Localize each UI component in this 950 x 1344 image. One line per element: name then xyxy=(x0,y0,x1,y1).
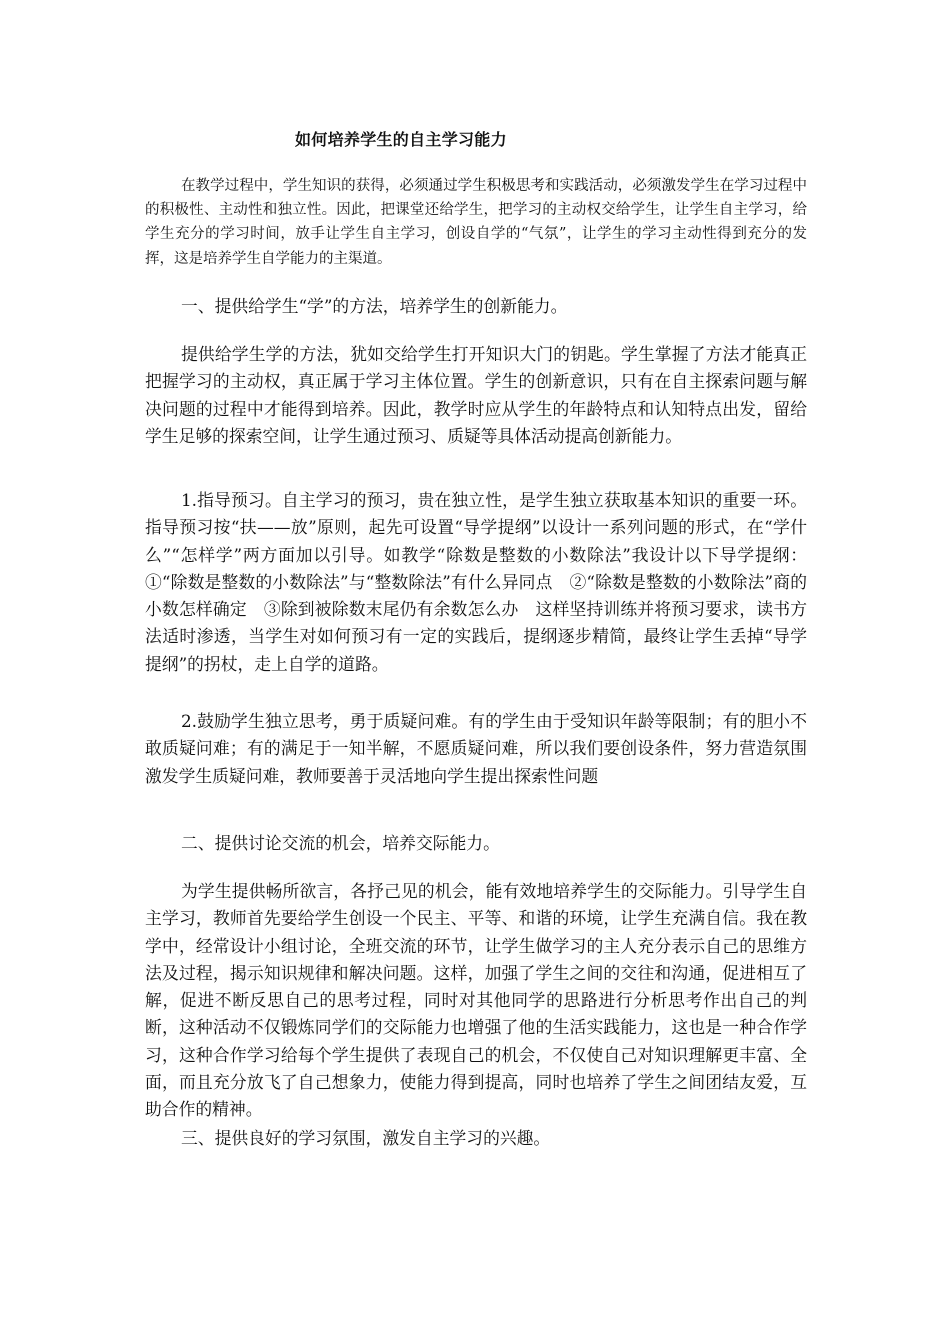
document-title: 如何培养学生的自主学习能力 xyxy=(295,130,507,149)
section-1-paragraph-1: 提供给学生学的方法，犹如交给学生打开知识大门的钥匙。学生掌握了方法才能真正把握学习的主动权，真正属于学习主体位置。学生的创新意识，只有在自主探索问题与解决问题的过程中才能得到培养。因此，教学时应从学生的年龄特点和认知特点出发，留给学生足够的探索空间，让学生通过预习、质疑等具体活动提高创新能力。 xyxy=(145,344,807,446)
section-1-paragraph-3: 2.鼓励学生独立思考，勇于质疑问难。有的学生由于受知识年龄等限制；有的胆小不敢质疑问难；有的满足于一知半解，不愿质疑问难，所以我们要创设条件，努力营造氛围激发学生质疑问难，教师要善于灵活地向学生提出探索性问题 xyxy=(145,711,807,786)
section-2-paragraph-1: 为学生提供畅所欲言，各抒己见的机会，能有效地培养学生的交际能力。引导学生自主学习，教师首先要给学生创设一个民主、平等、和谐的环境，让学生充满自信。我在教学中，经常设计小组讨论，全班交流的环节，让学生做学习的主人充分表示自己的思维方法及过程，揭示知识规律和解决问题。这样，加强了学生之间的交往和沟通，促进相互了解，促进不断反思自己的思考过程，同时对其他同学的思路进行分析思考作出自己的判断，这种活动不仅锻炼同学们的交际能力也增强了他的生活实践能力，这也是一种合作学习，这种合作学习给每个学生提供了表现自己的机会，不仅使自己对知识理解更丰富、全面，而且充分放飞了自己想象力，使能力得到提高，同时也培养了学生之间团结友爱，互助合作的精神。 xyxy=(145,881,807,1120)
section-1-paragraph-2: 1.指导预习。自主学习的预习，贵在独立性，是学生独立获取基本知识的重要一环。指导预习按“扶——放”原则，起先可设置“导学提纲”以设计一系列问题的形式，在“学什么”“怎样学”两方面加以引导。如教学“除数是整数的小数除法”我设计以下导学提纲：①“除数是整数的小数除法”与“整数除法”有什么异同点 ②“除数是整数的小数除法”商的小数怎样确定 ③除到被除数末尾仍有余数怎么办 这样坚持训练并将预习要求，读书方法适时渗透，当学生对如何预习有一定的实践后，提纲逐步精简，最终让学生丢掉“导学提纲”的拐杖，走上自学的道路。 xyxy=(145,490,807,674)
intro-paragraph: 在教学过程中，学生知识的获得，必须通过学生积极思考和实践活动，必须激发学生在学习过程中的积极性、主动性和独立性。因此，把课堂还给学生，把学习的主动权交给学生，让学生自主学习，给学生充分的学习时间，放手让学生自主学习，创设自学的“气氛”，让学生的学习主动性得到充分的发挥，这是培养学生自学能力的主渠道。 xyxy=(145,178,807,267)
section-2-heading: 二、提供讨论交流的机会，培养交际能力。 xyxy=(181,833,500,853)
section-3-heading: 三、提供良好的学习氛围，激发自主学习的兴趣。 xyxy=(181,1128,551,1148)
section-1-heading: 一、提供给学生“学”的方法，培养学生的创新能力。 xyxy=(181,296,568,316)
